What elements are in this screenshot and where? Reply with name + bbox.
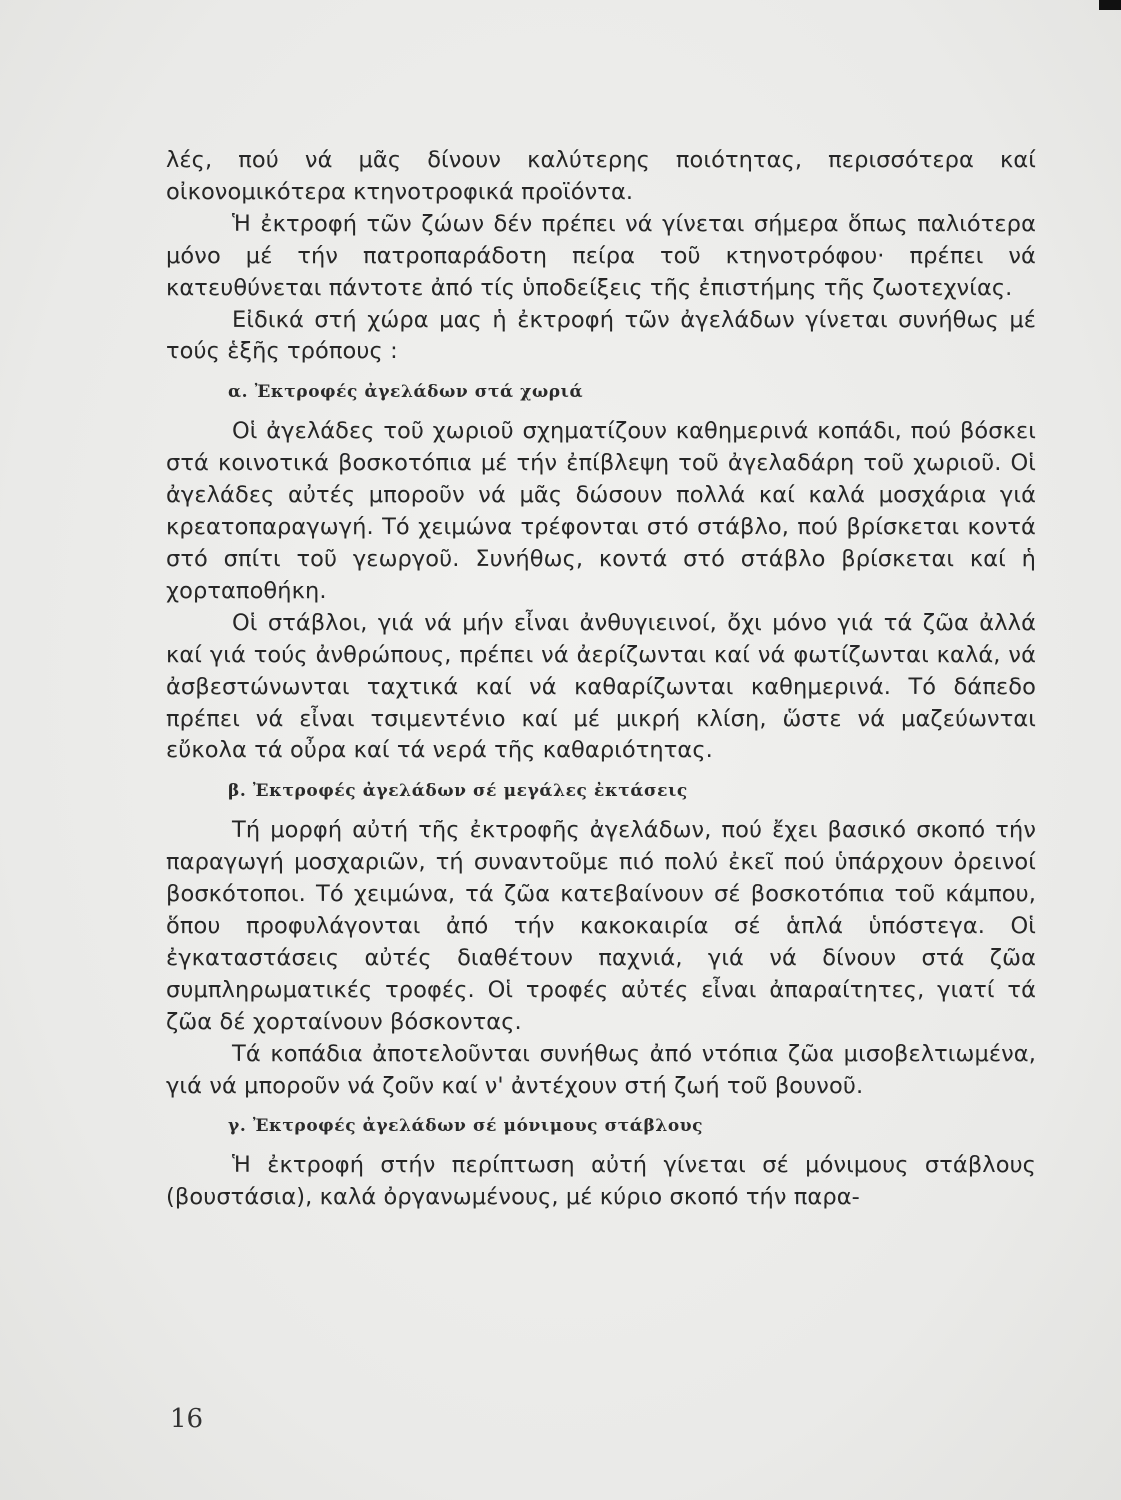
paragraph: Τά κοπάδια ἀποτελοῦνται συνήθως ἀπό ντόπια ζῶα μισοβελτιωμένα, γιά νά μποροῦν νά ζοῦν καί ν' ἀντέχουν στή ζωή τοῦ βουνοῦ. [166, 1040, 1036, 1099]
paragraph: Εἰδικά στή χώρα μας ἡ ἐκτροφή τῶν ἀγελάδων γίνεται συνήθως μέ τούς ἑξῆς τρόπους : [166, 306, 1036, 365]
paragraph: Οἱ ἀγελάδες τοῦ χωριοῦ σχηματίζουν καθημερινά κοπάδι, πού βόσκει στά κοινοτικά βοσκοτόπια μέ τήν ἐπίβλεψη τοῦ ἀγελαδάρη τοῦ χωριοῦ. Οἱ ἀγελάδες αὐτές μποροῦν νά μᾶς δώσουν πολλά καί καλά μοσχάρια γιά κρεατοπαραγωγή. Τό χειμώνα τρέφονται στό στάβλο, πού βρίσκεται κοντά στό σπίτι τοῦ γεωργοῦ. Συνήθως, κοντά στό στάβλο βρίσκεται καί ἡ χορταποθήκη. [166, 418, 1036, 604]
body-text [166, 145, 1036, 1214]
paragraph: Τή μορφή αὐτή τῆς ἐκτροφῆς ἀγελάδων, πού ἔχει βασικό σκοπό τήν παραγωγή μοσχαριῶν, τή συναντοῦμε πιό πολύ ἐκεῖ πού ὑπάρχουν ὀρεινοί βοσκότοποι. Τό χειμώνα, τά ζῶα κατεβαίνουν σέ βοσκοτόπια τοῦ κάμπου, ὅπου προφυλάγονται ἀπό τήν κακοκαιρία σέ ἁπλά ὑπόστεγα. Οἱ ἐγκαταστάσεις αὐτές διαθέτουν παχνιά, γιά νά δίνουν στά ζῶα συμπληρωματικές τροφές. Οἱ τροφές αὐτές εἶναι ἀπαραίτητες, γιατί τά ζῶα δέ χορταίνουν βόσκοντας. [166, 817, 1036, 1035]
section-heading-c: γ. Ἐκτροφές ἀγελάδων σέ μόνιμους στάβλους [228, 1116, 704, 1137]
paragraph: Ἡ ἐκτροφή στήν περίπτωση αὐτή γίνεται σέ μόνιμους στάβλους (βουστάσια), καλά ὀργανωμένους, μέ κύριο σκοπό τήν παρα- [166, 1152, 1036, 1211]
scan-corner-mark [1099, 0, 1121, 10]
paragraph: Ἡ ἐκτροφή τῶν ζώων δέν πρέπει νά γίνεται σήμερα ὅπως παλιότερα μόνο μέ τήν πατροπαράδοτη πείρα τοῦ κτηνοτρόφου· πρέπει νά κατευθύνεται πάντοτε ἀπό τίς ὑποδείξεις τῆς ἐπιστήμης τῆς ζωοτεχνίας. [166, 210, 1036, 301]
section-heading-b: β. Ἐκτροφές ἀγελάδων σέ μεγάλες ἐκτάσεις [228, 781, 688, 802]
paragraph: λές, πού νά μᾶς δίνουν καλύτερης ποιότητας, περισσότερα καί οἰκονομικότερα κτηνοτροφικά προϊόντα. [166, 147, 1036, 205]
paragraph: Οἱ στάβλοι, γιά νά μήν εἶναι ἀνθυγιεινοί, ὄχι μόνο γιά τά ζῶα ἀλλά καί γιά τούς ἀνθρώπους, πρέπει νά ἀερίζωνται καί νά φωτίζωνται καλά, νά ἀσβεστώνωνται ταχτικά καί νά καθαρίζωνται καθημερινά. Τό δάπεδο πρέπει νά εἶναι τσιμεντένιο καί μέ μικρή κλίση, ὥστε νά μαζεύωνται εὔκολα τά οὖρα καί τά νερά τῆς καθαριότητας. [166, 609, 1036, 764]
page-number: 16 [170, 1404, 204, 1434]
section-heading-a: α. Ἐκτροφές ἀγελάδων στά χωριά [228, 382, 584, 403]
